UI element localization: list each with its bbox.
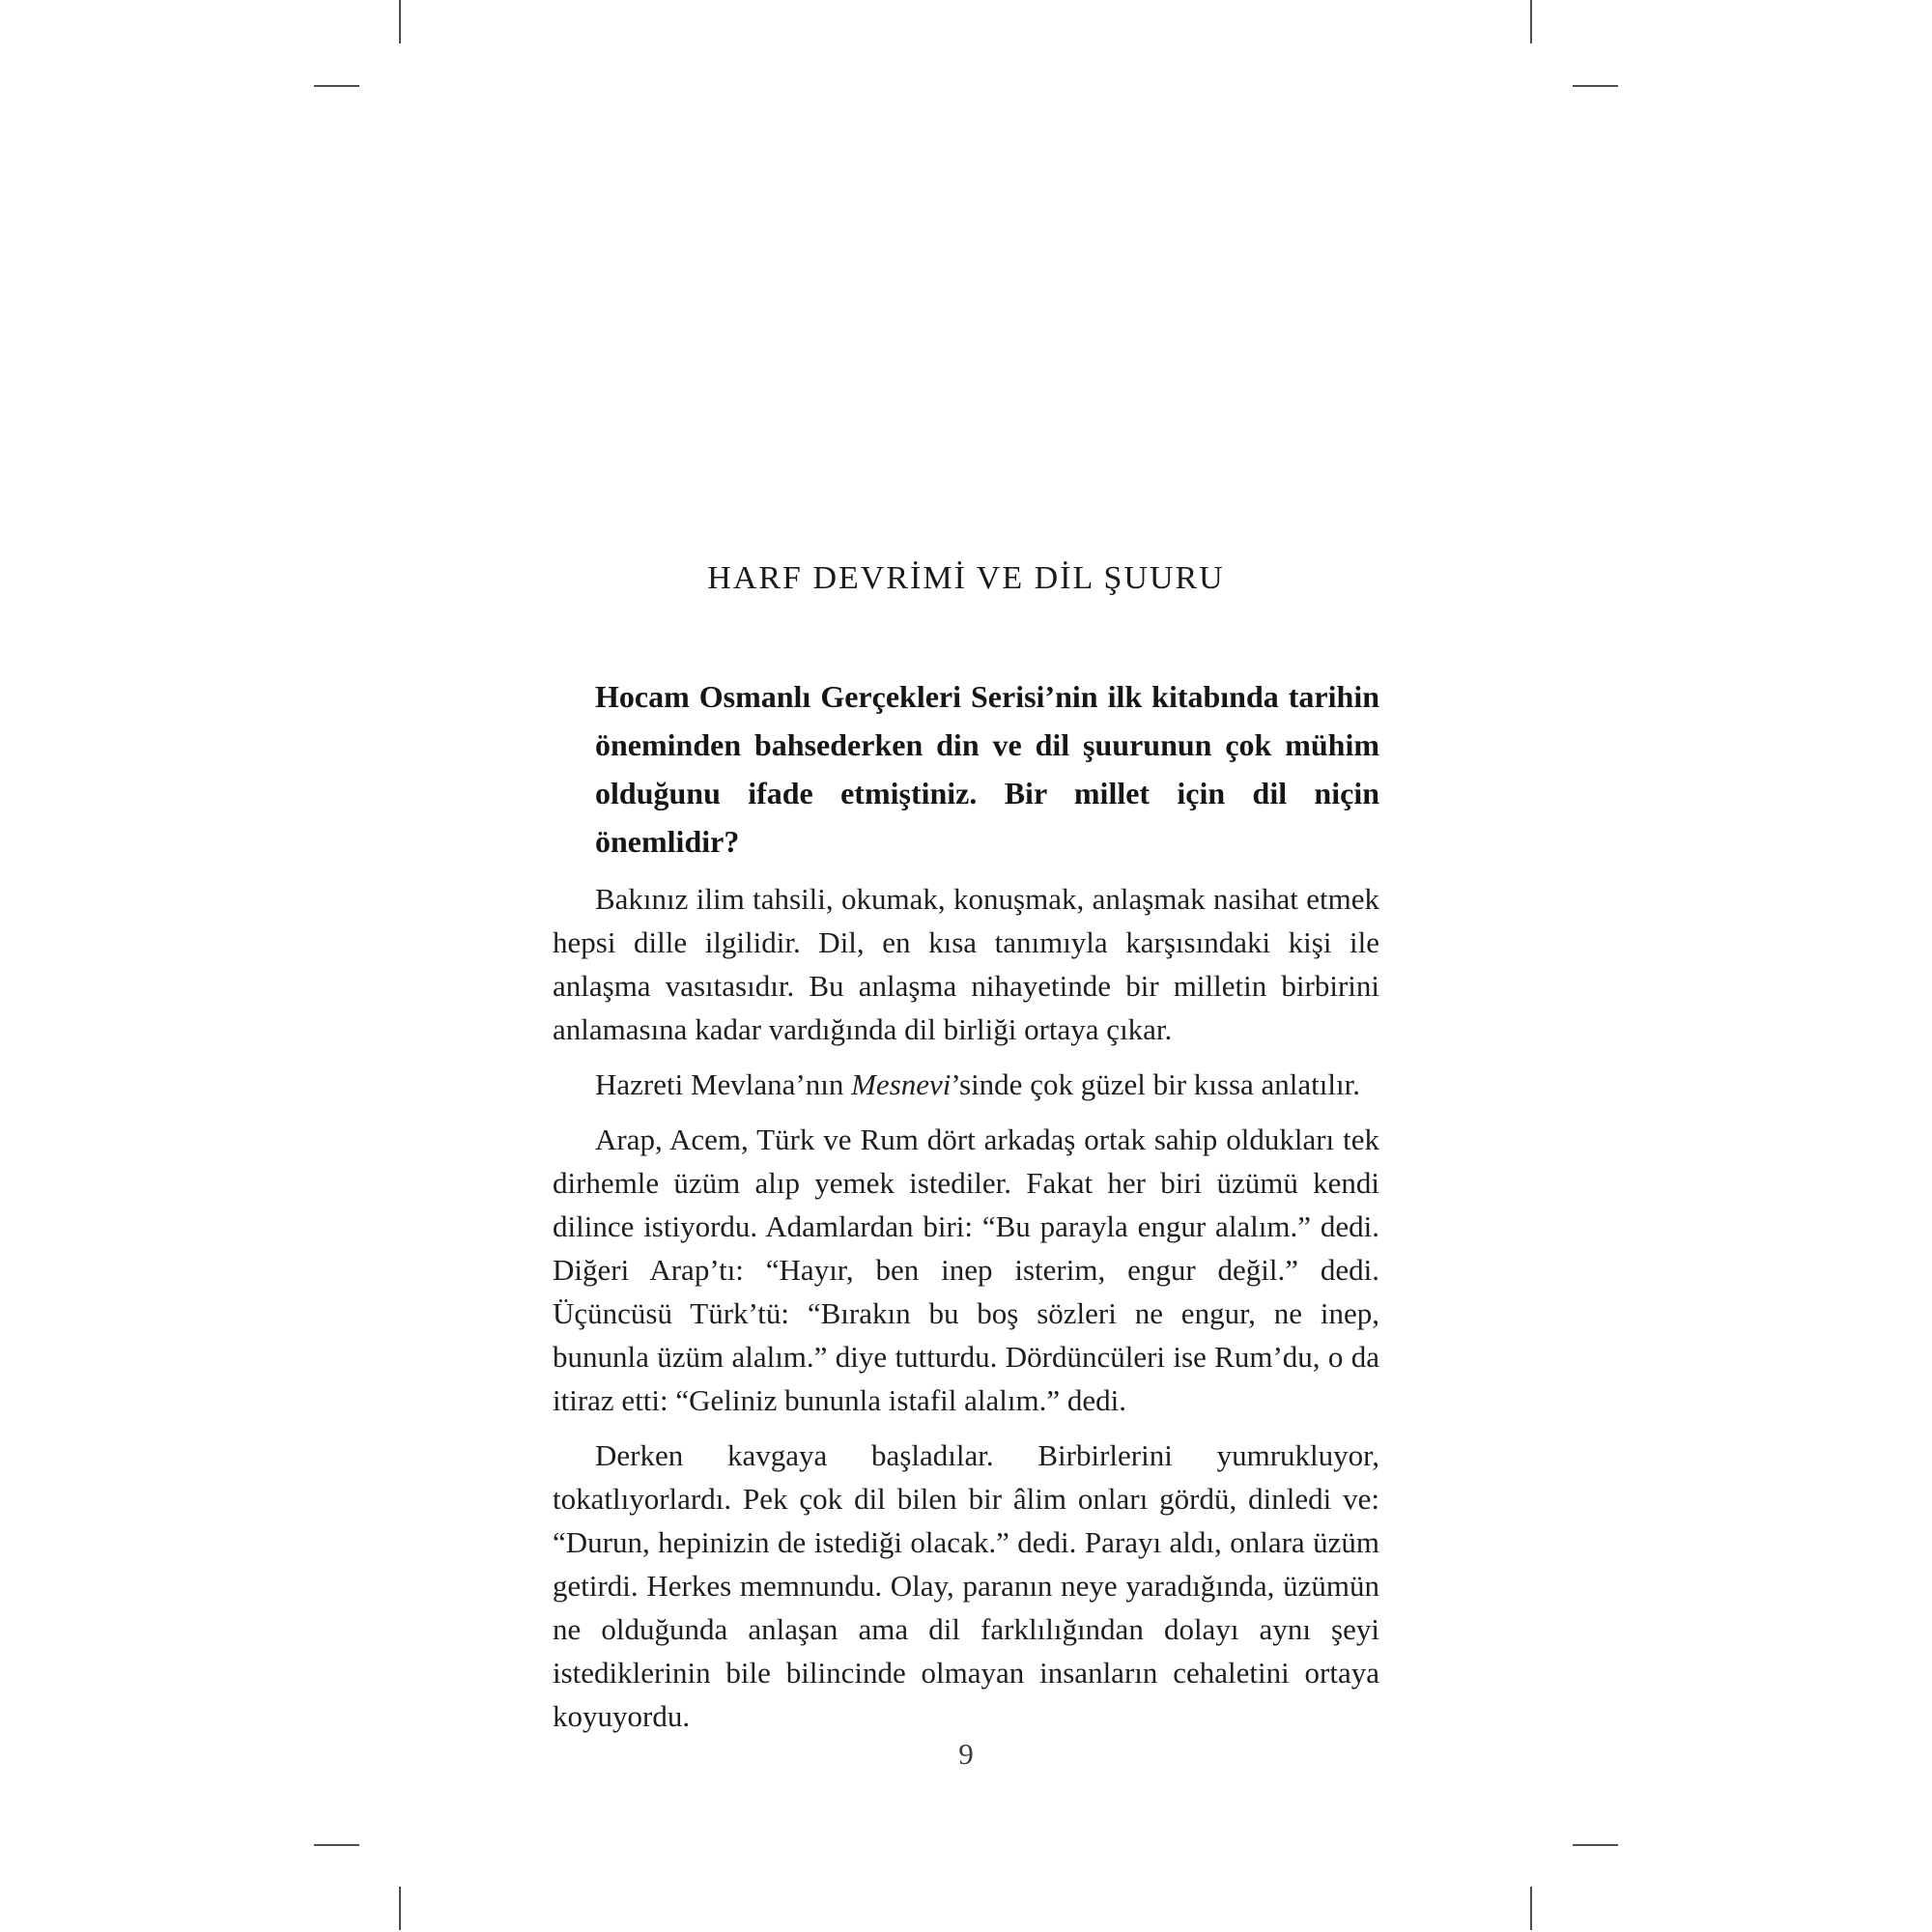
crop-mark-top-left-horizontal — [314, 85, 359, 87]
body-paragraph-4: Derken kavgaya başladılar. Birbirlerini yumrukluyor, tokatlıyorlardı. Pek çok dil bilen bir âlim onları gördü, dinledi ve: “Durun, hepinizin de istediği olacak.” dedi. Parayı aldı, onlara üzüm getirdi. Herkes memnundu. Olay, paranın neye yaradığında, üzümün ne olduğunda anlaşan ama dil farklılığından dolayı aynı şeyi istediklerinin bile bilincinde olmayan insanların cehaletini ortaya koyuyordu. — [553, 1438, 1379, 1733]
body-paragraph-2 — [553, 1063, 1379, 1106]
crop-mark-bottom-left-vertical — [399, 1887, 401, 1930]
crop-mark-bottom-right-vertical — [1530, 1887, 1532, 1930]
crop-mark-top-right-vertical — [1530, 0, 1532, 43]
book-title-italic: Mesnevi — [851, 1067, 952, 1101]
page-content — [553, 558, 1379, 1738]
chapter-title: HARF DEVRİMİ VE DİL ŞUURU — [707, 560, 1225, 596]
body-paragraph-1: Bakınız ilim tahsili, okumak, konuşmak, anlaşmak nasihat etmek hepsi dille ilgilidir. Dil, en kısa tanımıyla karşısındaki kişi ile anlaşma vasıtasıdır. Bu anlaşma nihayetinde bir milletin birbirini anlamasına kadar vardığında dil birliği ortaya çıkar. — [553, 882, 1379, 1046]
crop-mark-bottom-left-horizontal — [314, 1844, 359, 1846]
paragraph-2-suffix: ’sinde çok güzel bir kıssa anlatılır. — [951, 1067, 1360, 1101]
interview-question: Hocam Osmanlı Gerçekleri Serisi’nin ilk kitabında tarihin öneminden bahsederken din ve dil şuurunun çok mühim olduğunu ifade etmiştiniz. Bir millet için dil niçin önemlidir? — [595, 679, 1379, 859]
page-number: 9 — [958, 1737, 974, 1771]
paragraph-2-prefix: Hazreti Mevlana’nın — [595, 1067, 852, 1101]
crop-mark-top-right-horizontal — [1573, 85, 1618, 87]
crop-mark-top-left-vertical — [399, 0, 401, 43]
crop-mark-bottom-right-horizontal — [1573, 1844, 1618, 1846]
body-paragraph-3: Arap, Acem, Türk ve Rum dört arkadaş ortak sahip oldukları tek dirhemle üzüm alıp yemek istediler. Fakat her biri üzümü kendi dilince istiyordu. Adamlardan biri: “Bu parayla engur alalım.” dedi. Diğeri Arap’tı: “Hayır, ben inep isterim, engur değil.” dedi. Üçüncüsü Türk’tü: “Bırakın bu boş sözleri ne engur, ne inep, bununla üzüm alalım.” diye tutturdu. Dördüncüleri ise Rum’du, o da itiraz etti: “Geliniz bununla istafil alalım.” dedi. — [553, 1122, 1379, 1417]
